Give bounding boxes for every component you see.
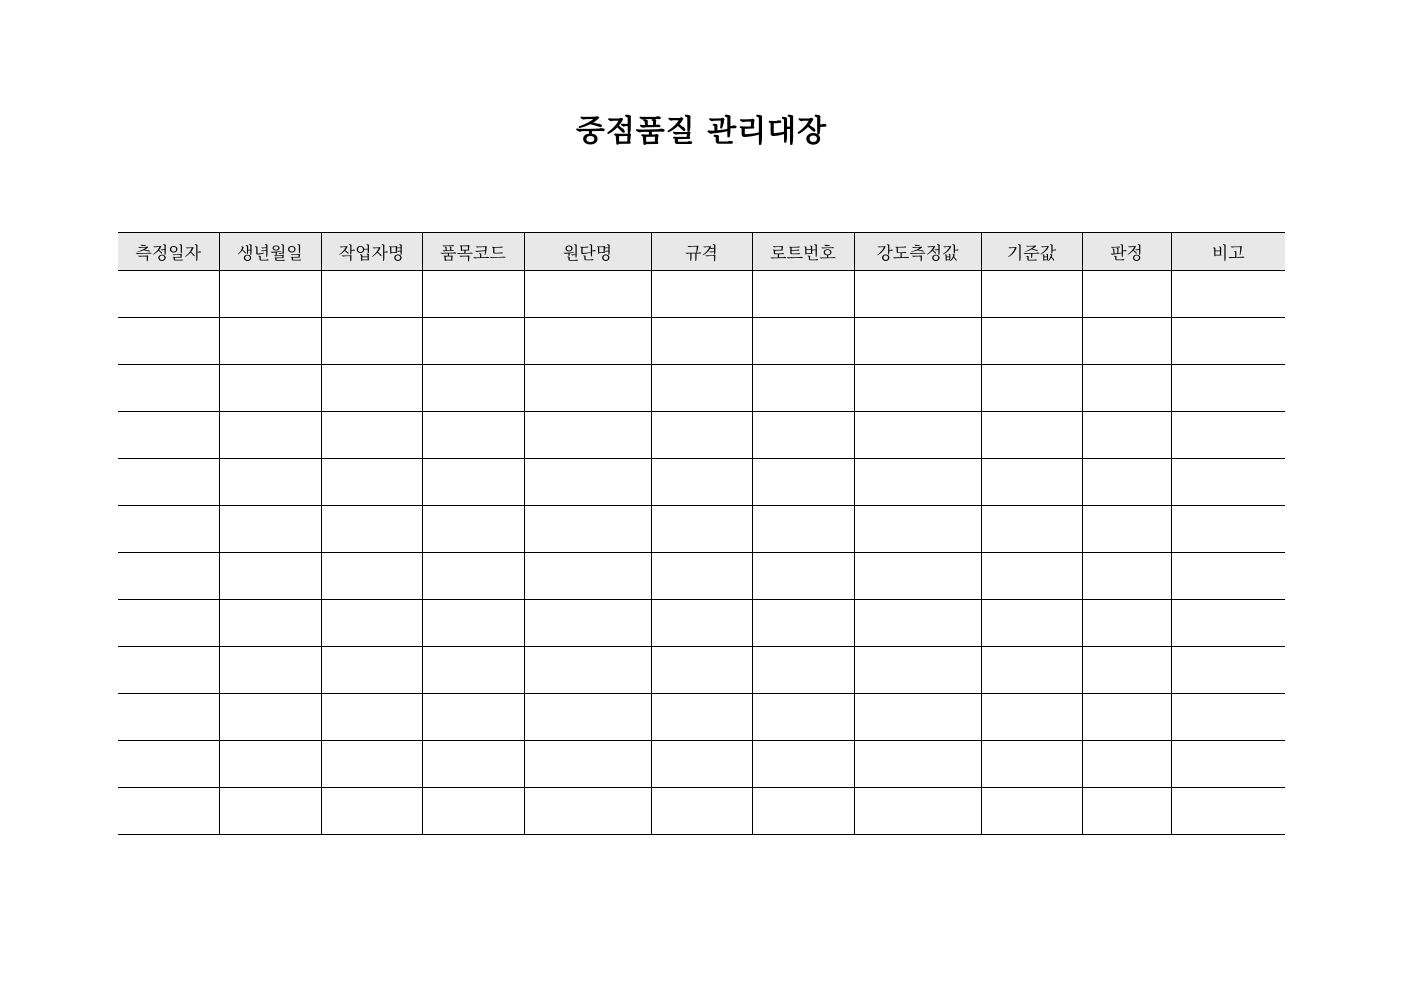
- table-cell[interactable]: [651, 271, 752, 318]
- table-cell[interactable]: [321, 741, 422, 788]
- table-cell[interactable]: [1082, 694, 1171, 741]
- table-cell[interactable]: [524, 459, 651, 506]
- table-cell[interactable]: [1082, 506, 1171, 553]
- column-header: 품목코드: [422, 233, 524, 271]
- table-cell[interactable]: [1171, 647, 1285, 694]
- table-cell[interactable]: [219, 741, 321, 788]
- table-cell[interactable]: [321, 318, 422, 365]
- header-row: [118, 233, 1285, 271]
- table-cell[interactable]: [752, 506, 854, 553]
- table-cell[interactable]: [1082, 553, 1171, 600]
- table-cell[interactable]: [1082, 459, 1171, 506]
- table-cell[interactable]: [219, 271, 321, 318]
- table-cell[interactable]: [219, 412, 321, 459]
- table-cell[interactable]: [981, 459, 1082, 506]
- table-cell[interactable]: [422, 318, 524, 365]
- table-cell[interactable]: [1082, 741, 1171, 788]
- table-cell[interactable]: [118, 412, 219, 459]
- table-cell[interactable]: [854, 506, 981, 553]
- table-cell[interactable]: [118, 318, 219, 365]
- table-cell[interactable]: [1171, 553, 1285, 600]
- table-cell[interactable]: [118, 553, 219, 600]
- table-cell[interactable]: [422, 788, 524, 835]
- column-header: 규격: [651, 233, 752, 271]
- table-cell[interactable]: [118, 694, 219, 741]
- table-cell[interactable]: [854, 741, 981, 788]
- table-cell[interactable]: [981, 694, 1082, 741]
- column-header: 강도측정값: [854, 233, 981, 271]
- table-cell[interactable]: [118, 459, 219, 506]
- table-cell[interactable]: [1171, 600, 1285, 647]
- table-cell[interactable]: [321, 506, 422, 553]
- table-cell[interactable]: [854, 694, 981, 741]
- table-cell[interactable]: [1082, 412, 1171, 459]
- table-cell[interactable]: [524, 412, 651, 459]
- table-cell[interactable]: [422, 506, 524, 553]
- table-cell[interactable]: [524, 694, 651, 741]
- table-cell[interactable]: [752, 647, 854, 694]
- table-cell[interactable]: [1171, 318, 1285, 365]
- table-cell[interactable]: [854, 318, 981, 365]
- table-cell[interactable]: [118, 600, 219, 647]
- table-row: [118, 459, 1285, 506]
- table-cell[interactable]: [981, 553, 1082, 600]
- table-cell[interactable]: [651, 506, 752, 553]
- table-cell[interactable]: [422, 553, 524, 600]
- table-cell[interactable]: [651, 553, 752, 600]
- table-cell[interactable]: [651, 318, 752, 365]
- table-row: [118, 600, 1285, 647]
- table-cell[interactable]: [651, 647, 752, 694]
- table-cell[interactable]: [219, 365, 321, 412]
- table-cell[interactable]: [752, 553, 854, 600]
- table-cell[interactable]: [981, 412, 1082, 459]
- column-header: 생년월일: [219, 233, 321, 271]
- table-cell[interactable]: [752, 694, 854, 741]
- table-cell[interactable]: [524, 506, 651, 553]
- table-cell[interactable]: [1082, 647, 1171, 694]
- table-cell[interactable]: [981, 506, 1082, 553]
- quality-ledger-table: [118, 232, 1285, 835]
- table-row: [118, 271, 1285, 318]
- table-cell[interactable]: [1082, 365, 1171, 412]
- table-cell[interactable]: [1082, 318, 1171, 365]
- table-row: [118, 647, 1285, 694]
- table-cell[interactable]: [1082, 271, 1171, 318]
- table-cell[interactable]: [422, 600, 524, 647]
- column-header: 작업자명: [321, 233, 422, 271]
- table-cell[interactable]: [981, 271, 1082, 318]
- table-cell[interactable]: [422, 459, 524, 506]
- table-cell[interactable]: [219, 459, 321, 506]
- table-cell[interactable]: [524, 741, 651, 788]
- table-cell[interactable]: [422, 741, 524, 788]
- table-row: [118, 506, 1285, 553]
- table-cell[interactable]: [422, 412, 524, 459]
- table-cell[interactable]: [1171, 412, 1285, 459]
- table-cell[interactable]: [118, 647, 219, 694]
- table-cell[interactable]: [118, 271, 219, 318]
- table-cell[interactable]: [422, 365, 524, 412]
- table-cell[interactable]: [752, 788, 854, 835]
- table-cell[interactable]: [1082, 788, 1171, 835]
- table-cell[interactable]: [524, 600, 651, 647]
- table-row: [118, 694, 1285, 741]
- table-cell[interactable]: [524, 365, 651, 412]
- table-cell[interactable]: [219, 506, 321, 553]
- table-cell[interactable]: [752, 600, 854, 647]
- table-cell[interactable]: [321, 694, 422, 741]
- table-cell[interactable]: [321, 647, 422, 694]
- column-header: 측정일자: [118, 233, 219, 271]
- table-cell[interactable]: [219, 788, 321, 835]
- table-cell[interactable]: [854, 647, 981, 694]
- table-cell[interactable]: [981, 647, 1082, 694]
- table-cell[interactable]: [321, 600, 422, 647]
- table-cell[interactable]: [854, 600, 981, 647]
- table-cell[interactable]: [219, 318, 321, 365]
- table-cell[interactable]: [651, 459, 752, 506]
- table-cell[interactable]: [981, 318, 1082, 365]
- table-cell[interactable]: [1171, 459, 1285, 506]
- table-cell[interactable]: [752, 412, 854, 459]
- table-cell[interactable]: [118, 365, 219, 412]
- table-cell[interactable]: [752, 459, 854, 506]
- table-cell[interactable]: [524, 647, 651, 694]
- table-cell[interactable]: [219, 694, 321, 741]
- table-cell[interactable]: [321, 271, 422, 318]
- page-title: 중점품질 관리대장: [575, 114, 828, 149]
- column-header: 비고: [1171, 233, 1285, 271]
- table-cell[interactable]: [651, 412, 752, 459]
- table-cell[interactable]: [422, 694, 524, 741]
- table-cell[interactable]: [1171, 741, 1285, 788]
- table-cell[interactable]: [1171, 365, 1285, 412]
- table-cell[interactable]: [854, 365, 981, 412]
- table-cell[interactable]: [651, 788, 752, 835]
- table-row: [118, 788, 1285, 835]
- column-header: 로트번호: [752, 233, 854, 271]
- table-row: [118, 318, 1285, 365]
- table-cell[interactable]: [524, 271, 651, 318]
- table-cell[interactable]: [651, 600, 752, 647]
- table-cell[interactable]: [219, 647, 321, 694]
- column-header: 원단명: [524, 233, 651, 271]
- column-header: 기준값: [981, 233, 1082, 271]
- table-cell[interactable]: [651, 694, 752, 741]
- table-cell[interactable]: [752, 271, 854, 318]
- table-cell[interactable]: [854, 459, 981, 506]
- table-cell[interactable]: [854, 788, 981, 835]
- table-cell[interactable]: [524, 318, 651, 365]
- table-cell[interactable]: [219, 600, 321, 647]
- table-cell[interactable]: [219, 553, 321, 600]
- table-cell[interactable]: [752, 365, 854, 412]
- table-cell[interactable]: [1171, 506, 1285, 553]
- table-cell[interactable]: [651, 741, 752, 788]
- table-cell[interactable]: [422, 647, 524, 694]
- table-row: [118, 553, 1285, 600]
- table-cell[interactable]: [321, 553, 422, 600]
- table-cell[interactable]: [118, 741, 219, 788]
- table-cell[interactable]: [981, 788, 1082, 835]
- table-cell[interactable]: [321, 788, 422, 835]
- table-cell[interactable]: [321, 459, 422, 506]
- table-cell[interactable]: [422, 271, 524, 318]
- table-cell[interactable]: [981, 600, 1082, 647]
- table-cell[interactable]: [524, 553, 651, 600]
- table-cell[interactable]: [1082, 600, 1171, 647]
- table-cell[interactable]: [118, 506, 219, 553]
- table-body: [118, 271, 1285, 835]
- table-cell[interactable]: [752, 741, 854, 788]
- table-cell[interactable]: [854, 271, 981, 318]
- table-cell[interactable]: [524, 788, 651, 835]
- table-cell[interactable]: [651, 365, 752, 412]
- table-cell[interactable]: [752, 318, 854, 365]
- table-cell[interactable]: [854, 412, 981, 459]
- table-cell[interactable]: [118, 788, 219, 835]
- table-cell[interactable]: [981, 741, 1082, 788]
- table-cell[interactable]: [981, 365, 1082, 412]
- table-cell[interactable]: [1171, 271, 1285, 318]
- table-cell[interactable]: [1171, 788, 1285, 835]
- table-cell[interactable]: [1171, 694, 1285, 741]
- table-row: [118, 741, 1285, 788]
- table-row: [118, 412, 1285, 459]
- table-row: [118, 365, 1285, 412]
- column-header: 판정: [1082, 233, 1171, 271]
- table-cell[interactable]: [854, 553, 981, 600]
- table-cell[interactable]: [321, 412, 422, 459]
- table-cell[interactable]: [321, 365, 422, 412]
